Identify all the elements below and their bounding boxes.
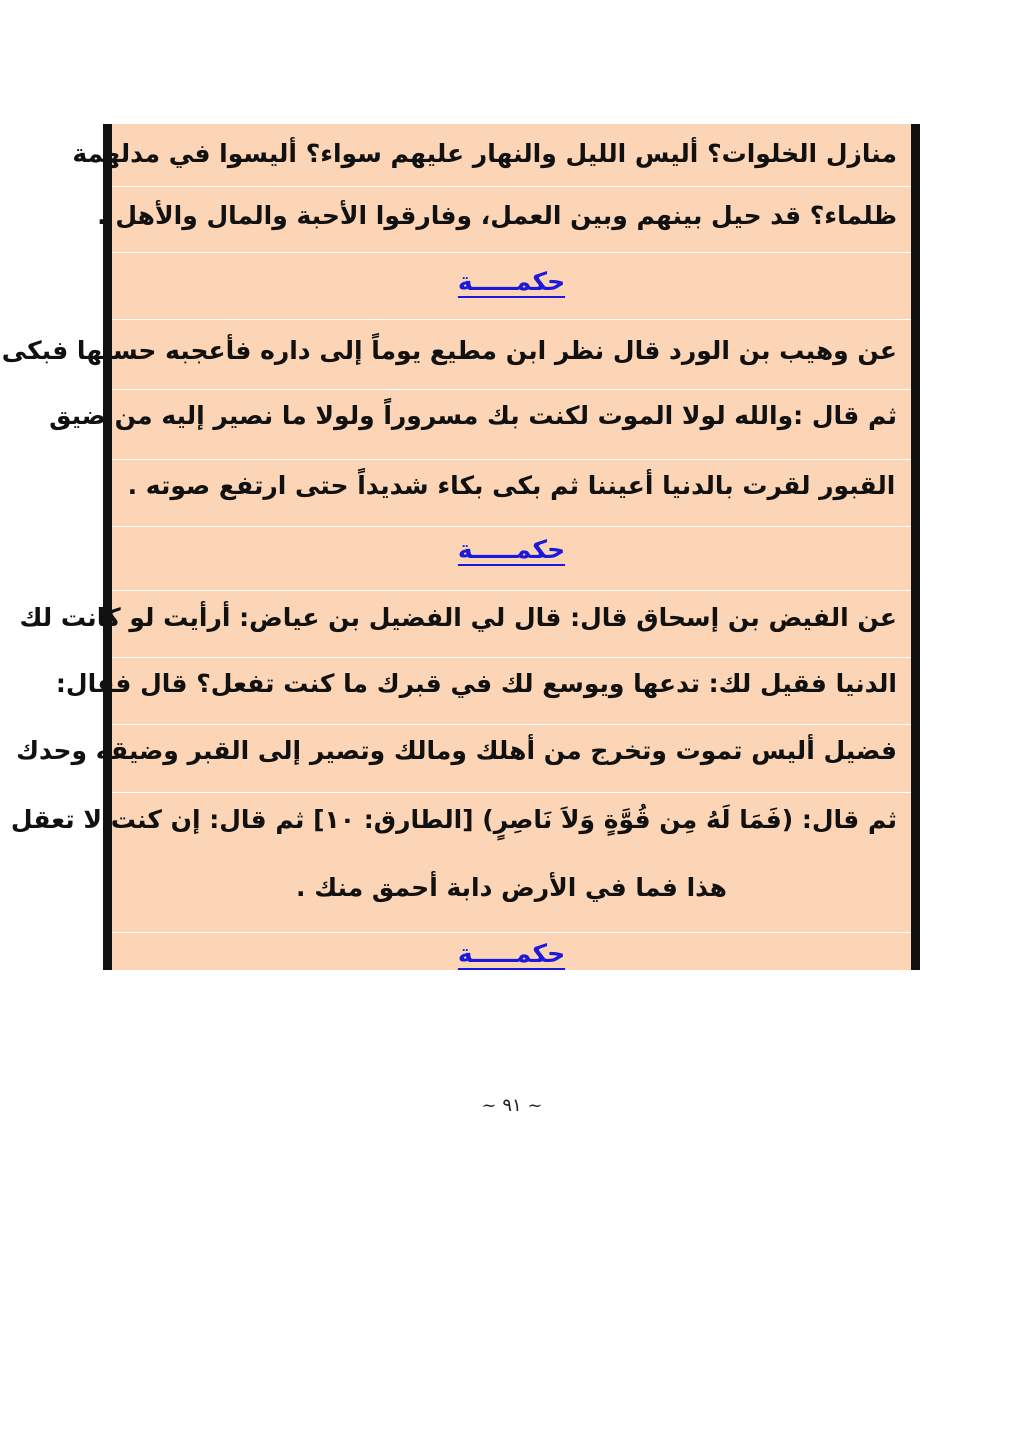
text-line: عن وهيب بن الورد قال نظر ابن مطيع يوماً إلى داره فأعجبه حسنها فبكى	[1, 336, 897, 365]
text-line: عن الفيض بن إسحاق قال: قال لي الفضيل بن عياض: أرأيت لو كانت لك	[19, 603, 897, 632]
heading-label: حكمـــــة	[457, 535, 566, 564]
page-number: ~ ٩١ ~	[481, 1095, 543, 1116]
section-heading[interactable]	[112, 252, 911, 312]
text-line: الدنيا فقيل لك: تدعها ويوسع لك في قبرك ما كنت تفعل؟ قال فقال:	[55, 669, 897, 698]
row-divider	[112, 319, 911, 320]
text-line: القبور لقرت بالدنيا أعيننا ثم بكى بكاء شديداً حتى ارتفع صوته .	[127, 471, 896, 500]
text-frame	[1, 124, 920, 970]
heading-label: حكمـــــة	[457, 267, 566, 296]
text-line: ثم قال: (فَمَا لَهُ مِن قُوَّةٍ وَلاَ نَاصِرٍ) [الطارق: ١٠] ثم قال: إن كنت لا تعقل	[10, 805, 897, 834]
text-line: هذا فما في الأرض دابة أحمق منك .	[296, 873, 727, 902]
text-line: ثم قال :والله لولا الموت لكنت بك مسروراً ولولا ما نصير إليه من ضيق	[49, 401, 897, 430]
section-heading[interactable]	[112, 924, 911, 984]
text-line: منازل الخلوات؟ أليس الليل والنهار عليهم سواء؟ أليسوا في مدلهمة	[72, 139, 897, 168]
section-heading[interactable]	[112, 520, 911, 580]
text-line: فضيل أليس تموت وتخرج من أهلك ومالك وتصير إلى القبر وضيقه وحدك	[16, 736, 897, 765]
text-line: ظلماء؟ قد حيل بينهم وبين العمل، وفارقوا الأحبة والمال والأهل .	[97, 201, 897, 230]
heading-label: حكمـــــة	[457, 939, 566, 968]
